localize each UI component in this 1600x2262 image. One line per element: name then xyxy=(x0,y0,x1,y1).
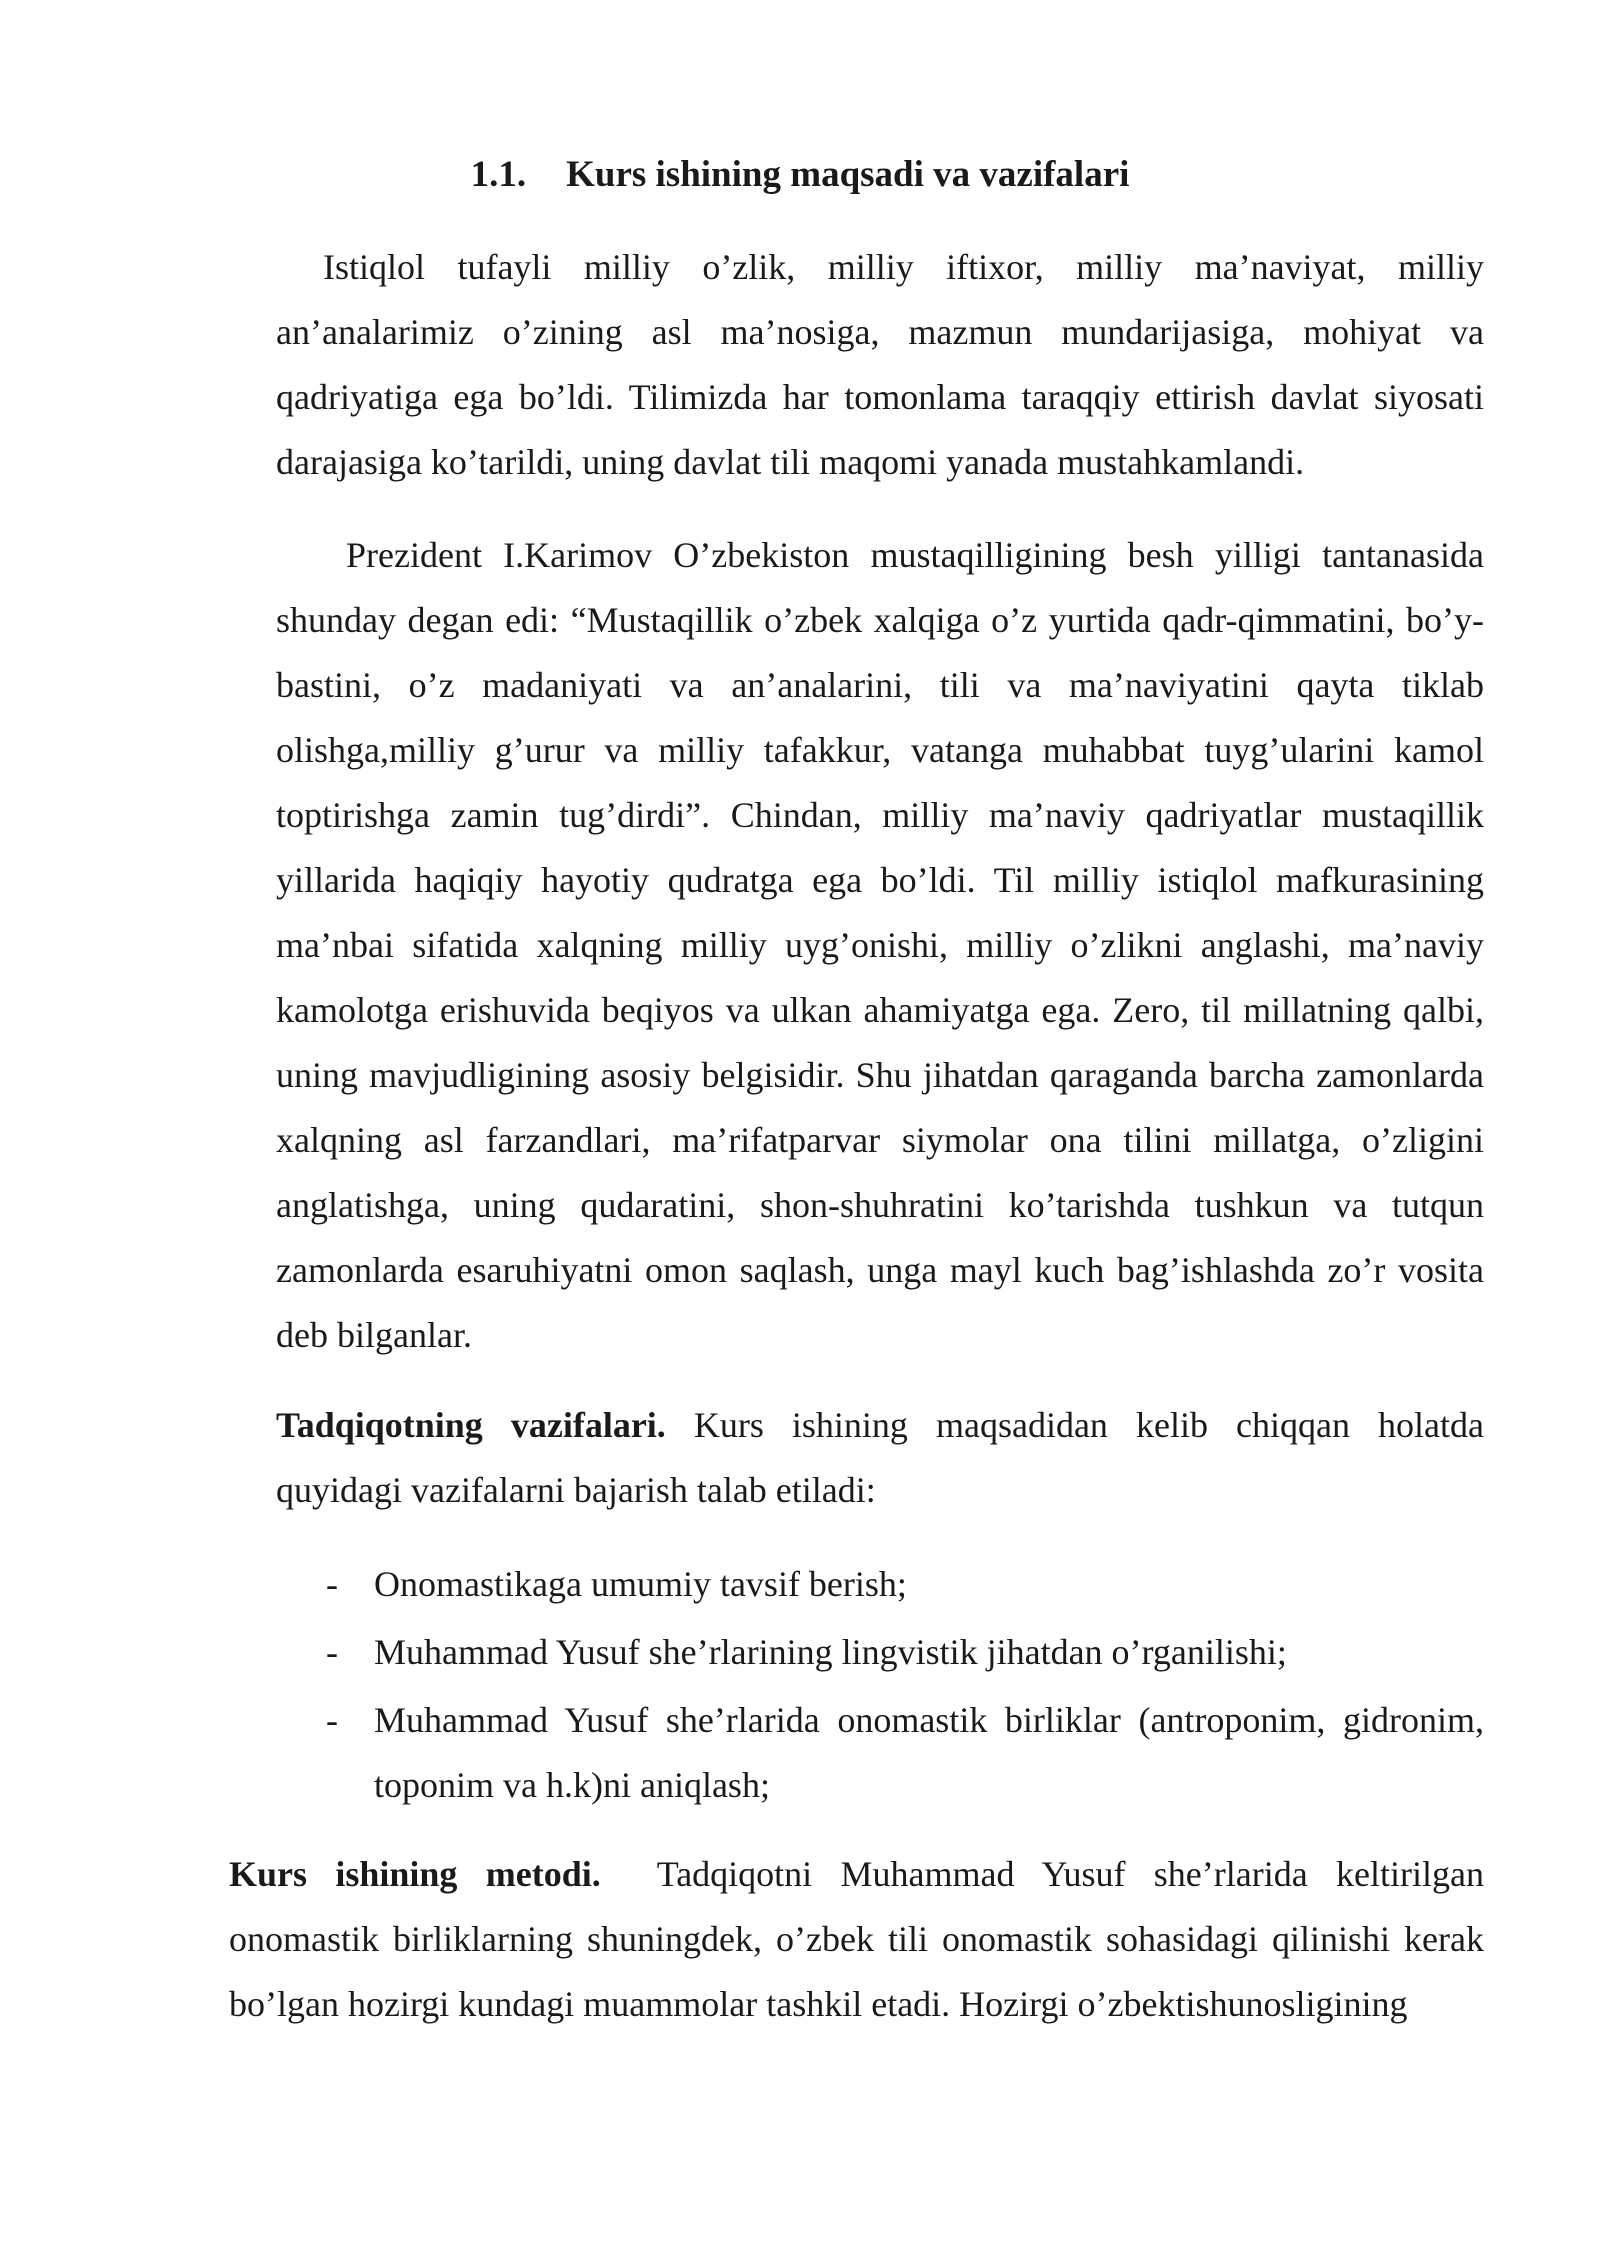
research-tasks-text: Kurs ishining maqsadidan kelib chiqqan holatda quyidagi vazifalarni bajarish talab etiladi: xyxy=(276,1405,1484,1510)
section-heading xyxy=(0,150,1600,200)
method-text: Tadqiqotni Muhammad Yusuf she’rlarida keltirilgan onomastik birliklarning shuningdek, o’zbek tili onomastik sohasidagi qilinishi kerak bo’lgan hozirgi kundagi muammolar tashkil etadi. Hozirgi o’zbektishunosligining xyxy=(229,1854,1493,2024)
list-item xyxy=(276,1620,1484,1685)
research-tasks-heading: Tadqiqotning vazifalari. xyxy=(276,1405,666,1445)
list-item-text: Muhammad Yusuf she’rlarining lingvistik jihatdan o’rganilishi; xyxy=(374,1632,1287,1672)
paragraph-president-quote: Prezident I.Karimov O’zbekiston mustaqilligining besh yilligi tantanasida shunday degan edi: “Mustaqillik o’zbek xalqiga o’z yurtida qadr-qimmatini, bo’y-bastini, o’z madaniyati va an’analarini, tili va ma’naviyatini qayta tiklab olishga,milliy g’urur va milliy tafakkur, vatanga muhabbat tuyg’ularini kamol toptirishga zamin tug’dirdi”. Chindan, milliy ma’naviy qadriyatlar mustaqillik yillarida haqiqiy hayotiy qudratga ega bo’ldi. Til milliy istiqlol mafkurasining ma’nbai sifatida xalqning milliy uyg’onishi, milliy o’zlikni anglashi, ma’naviy kamolotga erishuvida beqiyos va ulkan ahamiyatga ega. Zero, til millatning qalbi, uning mavjudligining asosiy belgisidir. Shu jihatdan qaraganda barcha zamonlarda xalqning asl farzandlari, ma’rifatparvar siymolar ona tilini millatga, o’zligini anglatishga, uning qudaratini, shon-shuhratini ko’tarishda tushkun va tutqun zamonlarda esaruhiyatni omon saqlash, unga mayl kuch bag’ishlashda zo’r vosita deb bilganlar. xyxy=(276,535,1484,1355)
paragraph-method xyxy=(229,1842,1493,2037)
paragraph-research-tasks xyxy=(276,1393,1484,1523)
paragraph-independence: Istiqlol tufayli milliy o’zlik, milliy iftixor, milliy ma’naviyat, milliy an’analarimiz o’zining asl ma’nosiga, mazmun mundarijasiga, mohiyat va qadriyatiga ega bo’ldi. Tilimizda har tomonlama taraqqiy ettirish davlat siyosati darajasiga ko’tarildi, uning davlat tili maqomi yanada mustahkamlandi. xyxy=(276,247,1484,482)
method-heading: Kurs ishining metodi. xyxy=(229,1854,601,1894)
section-number: 1.1. xyxy=(470,154,527,195)
list-dash: - xyxy=(326,1632,338,1672)
section-title: Kurs ishining maqsadi va vazifalari xyxy=(566,154,1130,195)
list-item-text: Onomastikaga umumiy tavsif berish; xyxy=(374,1564,907,1604)
tasks-list xyxy=(276,1552,1484,1821)
list-item xyxy=(276,1552,1484,1617)
list-dash: - xyxy=(326,1564,338,1604)
list-item xyxy=(276,1688,1484,1818)
list-item-text: Muhammad Yusuf she’rlarida onomastik birliklar (antroponim, gidronim, toponim va h.k)ni aniqlash; xyxy=(374,1700,1484,1805)
list-dash: - xyxy=(326,1700,338,1740)
